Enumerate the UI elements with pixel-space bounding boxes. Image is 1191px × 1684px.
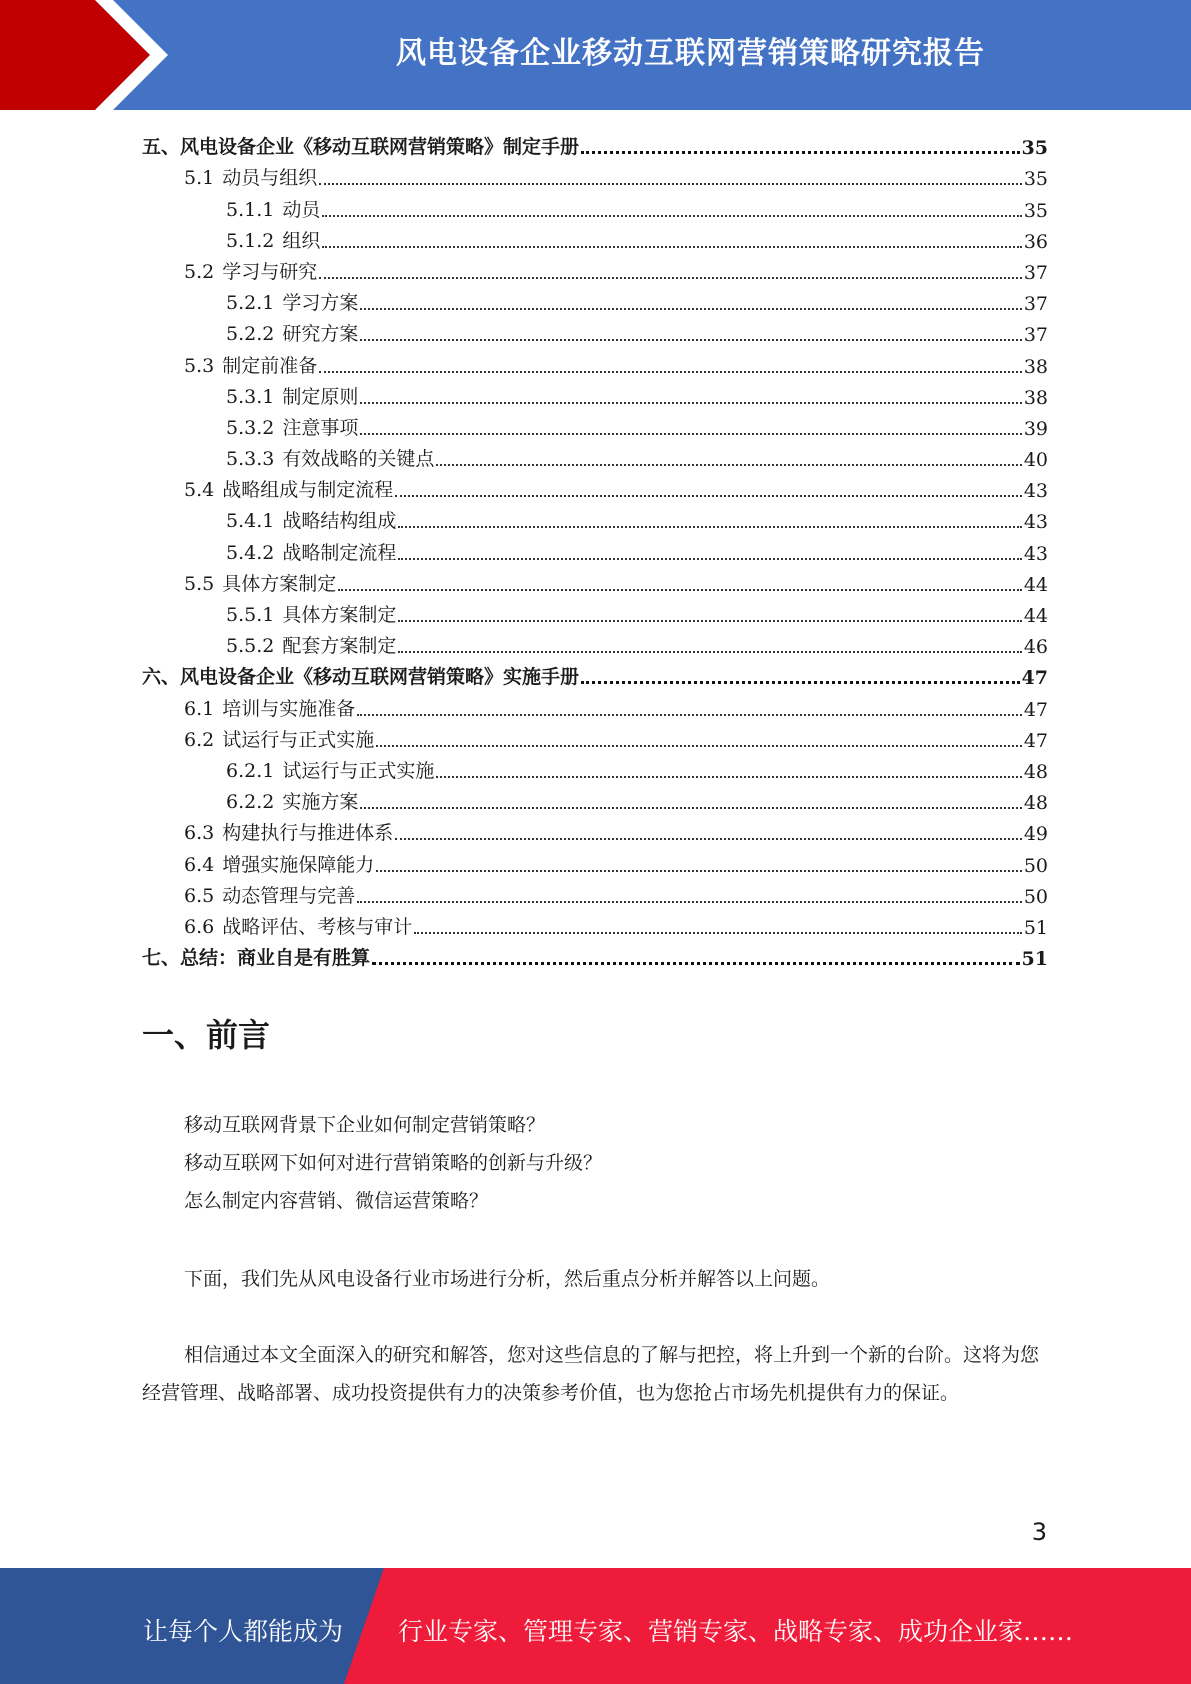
toc-entry-text: 配套方案制定 [282,635,397,658]
toc-entry-number: 5.1.2 [226,229,275,252]
toc-entry-number: 5.4 [184,479,215,502]
toc-page-number: 35 [1021,137,1048,160]
toc-page-number: 37 [1023,324,1048,347]
toc-entry[interactable] [142,627,1048,658]
toc-entry[interactable] [142,502,1048,533]
toc-entry-label [142,662,579,689]
toc-entry-text: 动态管理与完善 [222,884,356,907]
toc-entry-number: 5.1.1 [226,198,275,221]
toc-entry-number: 5.3.1 [226,385,275,408]
toc-leader-dots [322,214,1021,217]
toc-entry-label [184,818,393,845]
toc-page-number: 38 [1023,355,1048,378]
toc-entry-number: 6.6 [184,915,215,938]
toc-page-number: 47 [1021,667,1048,690]
table-of-contents [142,128,1048,970]
toc-entry-label [226,756,434,783]
toc-entry[interactable] [142,752,1048,783]
toc-entry-text: 构建执行与推进体系 [222,822,394,845]
toc-leader-dots [319,182,1022,185]
toc-entry[interactable] [142,721,1048,752]
toc-entry[interactable] [142,409,1048,440]
summary-paragraph: 相信通过本文全面深入的研究和解答，您对这些信息的了解与把控，将上升到一个新的台阶。这将为您经营管理、战略部署、成功投资提供有力的决策参考价值，也为您抢占市场先机提供有力的保证。 [142,1344,1040,1404]
toc-entry-label [226,382,358,409]
toc-leader-dots [398,619,1021,622]
toc-page-number: 50 [1023,854,1048,877]
section-heading: 一、前言 [142,1016,271,1054]
toc-entry-label [226,600,396,627]
toc-entry-number: 6.1 [184,697,215,720]
toc-entry-text: 研究方案 [282,323,359,346]
toc-entry[interactable] [142,658,1048,689]
question-line-2: 移动互联网下如何对进行营销策略的创新与升级？ [184,1152,603,1174]
toc-page-number: 47 [1023,698,1048,721]
toc-leader-dots [581,150,1020,154]
toc-entry-number: 5.5.1 [226,604,275,626]
toc-entry-text: 战略评估、考核与审计 [222,915,413,938]
toc-entry-text: 注意事项 [282,416,359,439]
toc-entry-text: 战略制定流程 [282,541,397,564]
toc-page-number: 37 [1023,261,1048,284]
toc-entry-text: 学习方案 [282,292,359,315]
footer-slogan-right: 行业专家、管理专家、营销专家、战略专家、成功企业家…… [398,1617,1074,1646]
toc-entry-text: 具体方案制定 [282,604,397,626]
toc-page-number: 44 [1023,573,1048,596]
toc-entry-label [184,912,412,939]
toc-entry-number: 6.5 [184,884,215,907]
toc-entry-number: 5.3.3 [226,448,275,471]
toc-entry-label [184,569,336,596]
toc-leader-dots [398,557,1021,560]
toc-entry-number: 5.4.2 [226,541,275,564]
toc-page-number: 43 [1023,511,1048,534]
toc-entry-number: 5.3.2 [226,416,275,439]
toc-leader-dots [322,245,1021,248]
toc-entry[interactable] [142,565,1048,596]
toc-page-number: 51 [1023,916,1048,939]
toc-page-number: 50 [1023,885,1048,908]
toc-entry-number: 6.2.2 [226,791,275,814]
toc-leader-dots [376,744,1022,747]
toc-leader-dots [357,713,1022,716]
toc-entry-label [226,538,396,565]
toc-entry[interactable] [142,689,1048,720]
toc-entry-number: 6.2 [184,728,215,751]
toc-page-number: 51 [1021,948,1048,971]
toc-entry-number: 6.4 [184,853,215,876]
toc-entry-label [226,506,396,533]
toc-leader-dots [398,525,1021,528]
toc-leader-dots [360,338,1021,341]
toc-entry[interactable] [142,908,1048,939]
toc-entry-text: 组织 [282,229,321,252]
toc-leader-dots [398,650,1021,653]
toc-entry-number: 6.3 [184,822,215,845]
toc-entry-label [226,319,358,346]
toc-entry-text: 制定前准备 [222,354,318,377]
toc-entry-number: 5.2.1 [226,292,275,315]
toc-entry-label [184,850,374,877]
toc-page-number: 36 [1023,230,1048,253]
intro-paragraph: 下面，我们先从风电设备行业市场进行分析，然后重点分析并解答以上问题。 [184,1268,831,1290]
toc-page-number: 48 [1023,792,1048,815]
toc-entry-text: 战略组成与制定流程 [222,479,394,502]
toc-entry-label [184,257,317,284]
toc-leader-dots [360,307,1021,310]
footer-slogan-left: 让每个人都能成为 [143,1617,344,1646]
toc-entry-label [184,694,355,721]
toc-page-number: 46 [1023,636,1048,659]
toc-entry-text: 五、风电设备企业《移动互联网营销策略》制定手册 [142,136,580,159]
toc-page-number: 35 [1023,199,1048,222]
toc-leader-dots [581,680,1020,684]
toc-entry[interactable] [142,877,1048,908]
toc-page-number: 38 [1023,386,1048,409]
footer-banner [0,1568,1191,1684]
toc-entry[interactable] [142,814,1048,845]
toc-entry-text: 培训与实施准备 [222,697,356,720]
toc-entry-label [184,725,374,752]
toc-entry-label [142,943,370,970]
toc-leader-dots [395,837,1022,840]
toc-leader-dots [319,370,1022,373]
toc-entry[interactable] [142,471,1048,502]
toc-leader-dots [360,806,1021,809]
toc-entry-label [142,132,579,159]
toc-leader-dots [376,869,1022,872]
toc-page-number: 39 [1023,417,1048,440]
toc-entry[interactable] [142,284,1048,315]
toc-page-number: 47 [1023,729,1048,752]
page-number: 3 [1031,1518,1047,1546]
toc-entry-label [184,163,317,190]
toc-entry[interactable] [142,845,1048,876]
toc-entry[interactable] [142,222,1048,253]
toc-entry-text: 动员与组织 [222,167,318,190]
toc-entry-number: 5.4.1 [226,510,275,533]
toc-page-number: 35 [1023,168,1048,191]
toc-leader-dots [360,401,1021,404]
toc-entry-text: 具体方案制定 [222,572,337,595]
toc-entry-number: 5.5 [184,572,215,595]
toc-entry-text: 动员 [282,198,321,221]
toc-leader-dots [436,775,1021,778]
toc-page-number: 44 [1023,605,1048,627]
toc-entry-label [184,881,355,908]
toc-entry[interactable] [142,315,1048,346]
toc-entry-text: 试运行与正式实施 [222,728,375,751]
toc-page-number: 43 [1023,542,1048,565]
toc-entry-text: 增强实施保障能力 [222,853,375,876]
toc-leader-dots [338,588,1022,591]
toc-entry-number: 5.5.2 [226,635,275,658]
question-line-1: 移动互联网背景下企业如何制定营销策略？ [184,1114,546,1136]
header-title: 风电设备企业移动互联网营销策略研究报告 [396,36,985,71]
toc-entry[interactable] [142,783,1048,814]
toc-entry-text: 七、总结：商业自是有胜算 [142,947,371,970]
toc-entry[interactable] [142,440,1048,471]
toc-entry-number: 5.2 [184,260,215,283]
toc-entry-number: 5.1 [184,167,215,190]
toc-page-number: 49 [1023,823,1048,846]
toc-entry-label [184,475,393,502]
toc-leader-dots [372,961,1020,965]
toc-entry-text: 制定原则 [282,385,359,408]
toc-leader-dots [319,276,1022,279]
toc-entry-label [226,195,320,222]
toc-entry-label [226,631,396,658]
toc-entry[interactable] [142,190,1048,221]
toc-page-number: 48 [1023,760,1048,783]
toc-page-number: 43 [1023,480,1048,503]
toc-page-number: 40 [1023,449,1048,472]
toc-page-number: 37 [1023,293,1048,316]
toc-entry-text: 有效战略的关键点 [282,448,435,471]
toc-leader-dots [414,931,1022,934]
toc-entry-text: 试运行与正式实施 [282,759,435,782]
toc-entry-label [226,288,358,315]
toc-entry-text: 学习与研究 [222,260,318,283]
header-banner [0,0,1191,110]
toc-entry-number: 5.3 [184,354,215,377]
toc-leader-dots [357,900,1022,903]
toc-entry-label [226,226,320,253]
toc-entry-text: 战略结构组成 [282,510,397,533]
toc-entry[interactable] [142,596,1048,627]
toc-entry[interactable] [142,346,1048,377]
toc-entry[interactable] [142,939,1048,970]
toc-leader-dots [436,463,1021,466]
toc-entry-label [184,351,317,378]
toc-leader-dots [360,432,1021,435]
toc-entry[interactable] [142,253,1048,284]
toc-entry[interactable] [142,533,1048,564]
toc-entry-number: 5.2.2 [226,323,275,346]
toc-entry-text: 实施方案 [282,791,359,814]
toc-entry-text: 六、风电设备企业《移动互联网营销策略》实施手册 [142,666,580,689]
toc-entry-number: 6.2.1 [226,759,275,782]
toc-entry[interactable] [142,159,1048,190]
toc-entry-label [226,787,358,814]
toc-entry[interactable] [142,378,1048,409]
toc-leader-dots [395,494,1022,497]
toc-entry[interactable] [142,128,1048,159]
question-line-3: 怎么制定内容营销、微信运营策略？ [184,1190,489,1212]
toc-entry-label [226,413,358,440]
toc-entry-label [226,444,434,471]
